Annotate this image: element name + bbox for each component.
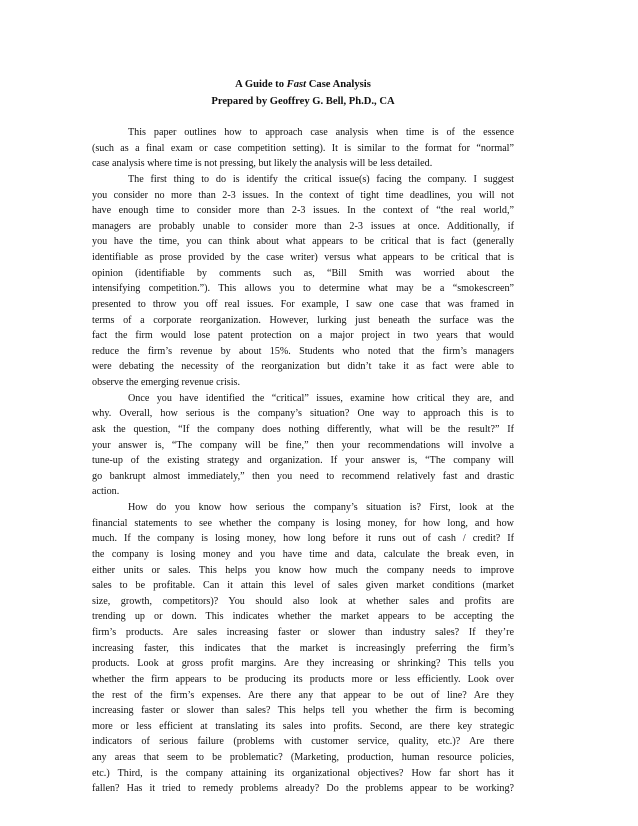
text-line: go bankrupt almost immediately,” then you need to recommend relatively fast and drastic <box>92 470 514 482</box>
text-line: why. Overall, how serious is the company’s situation? One way to approach this is to <box>92 408 514 420</box>
text-line: size, growth, competitors)? You should also look at whether sales and profits are <box>92 595 514 607</box>
text-line: opinion (identifiable by comments such as, “Bill Smith was worried about the <box>92 267 514 279</box>
text-line: managers are probably unable to consider more than 2-3 issues at once. Additionally, if <box>92 220 514 232</box>
text-line: were debating the necessity of the reorganization but didn’t take it as fact were able to <box>92 361 514 373</box>
text-line: you have the time, you can think about what appears to be critical that is fact (generally <box>92 236 514 248</box>
title-suffix: Case Analysis <box>306 79 371 90</box>
author-line: Prepared by Geoffrey G. Bell, Ph.D., CA <box>211 95 395 107</box>
text-line: any areas that seem to be problematic? (Marketing, production, human resource policies, <box>92 752 514 763</box>
body-text <box>92 125 514 797</box>
text-line: The first thing to do is identify the critical issue(s) facing the company. I suggest <box>128 173 514 185</box>
text-line: have enough time to consider more than 2-3 issues. In the context of “the real world,” <box>92 205 514 217</box>
text-line: observe the emerging revenue crisis. <box>92 377 240 388</box>
text-line: ask the question, “If the company does nothing differently, what will be the result?” If <box>92 423 514 435</box>
text-line: much. If the company is losing money, how long before it runs out of cash / credit? If <box>92 533 514 545</box>
document-title <box>92 77 514 94</box>
text-line: identifiable as prose provided by the case writer) versus what appears to be critical that is <box>92 252 514 263</box>
title-prefix: A Guide to <box>235 79 287 90</box>
text-line: firm’s products. Are sales increasing faster or slower than industry sales? If they’re <box>92 627 514 638</box>
text-line: financial statements to see whether the company is losing money, for how long, and how <box>92 517 514 529</box>
text-line: products. Look at gross profit margins. Are they increasing or shrinking? This tells you <box>92 658 514 670</box>
text-line: action. <box>92 486 120 498</box>
text-line: increasing faster or slower than sales? This helps tell you whether the firm is becoming <box>92 705 514 717</box>
text-line: terms of a corporate reorganization. However, lurking just beneath the surface was the <box>92 314 514 326</box>
text-line: whether the firm appears to be producing its products more or less efficiently. Look over <box>92 673 514 685</box>
text-line: fallen? Has it tried to remedy problems already? Do the problems appear to be working? <box>92 783 514 795</box>
text-line: fact the firm would lose patent protection on a major project in two years that would <box>92 330 514 342</box>
text-line: How do you know how serious the company’s situation is? First, look at the <box>128 502 514 513</box>
text-line: increasing faster, this indicates that the market is increasingly preferring the firm’s <box>92 642 514 654</box>
text-line: either units or sales. This helps you know how much the company needs to improve <box>92 564 514 576</box>
text-line: you consider no more than 2-3 issues. In the context of tight time deadlines, you will not <box>92 189 514 201</box>
title-block <box>92 77 514 110</box>
text-line: tune-up of the existing strategy and organization. If your answer is, “The company will <box>92 455 514 467</box>
text-line: indicators of serious failure (problems with customer service, quality, etc.)? Are there <box>92 736 514 748</box>
text-line: etc.) Third, is the company attaining its organizational objectives? How far short has it <box>92 767 514 779</box>
document-page <box>92 77 514 797</box>
text-line: intensifying competition.”). This allows you to determine what may be a “smokescreen” <box>92 283 514 295</box>
text-line: This paper outlines how to approach case analysis when time is of the essence <box>128 127 514 138</box>
text-line: trending up or down. This indicates whether the market appears to be accepting the <box>92 611 514 623</box>
text-line: the company is losing money and you have time and data, calculate the break even, in <box>92 548 514 560</box>
text-line: your answer is, “The company will be fine,” then your recommendations will involve a <box>92 439 514 451</box>
text-line: presented to throw you off real issues. For example, I saw one case that was framed in <box>92 298 514 310</box>
text-line: more or less efficient at translating its sales into profits. Second, are there key strategic <box>92 720 514 732</box>
text-line: sales to be profitable. Can it attain this level of sales given market conditions (market <box>92 580 514 592</box>
title-emphasis: Fast <box>286 79 307 90</box>
text-line: reduce the firm’s revenue by about 15%. Students who noted that the firm’s managers <box>92 345 514 357</box>
text-line: the rest of the firm’s expenses. Are there any that appear to be out of line? Are they <box>92 689 514 701</box>
text-line: case analysis where time is not pressing, but likely the analysis will be less detailed. <box>92 158 433 170</box>
text-line: (such as a final exam or case competition setting). It is similar to the format for “normal” <box>92 142 514 154</box>
text-line: Once you have identified the “critical” issues, examine how critical they are, and <box>128 392 514 404</box>
